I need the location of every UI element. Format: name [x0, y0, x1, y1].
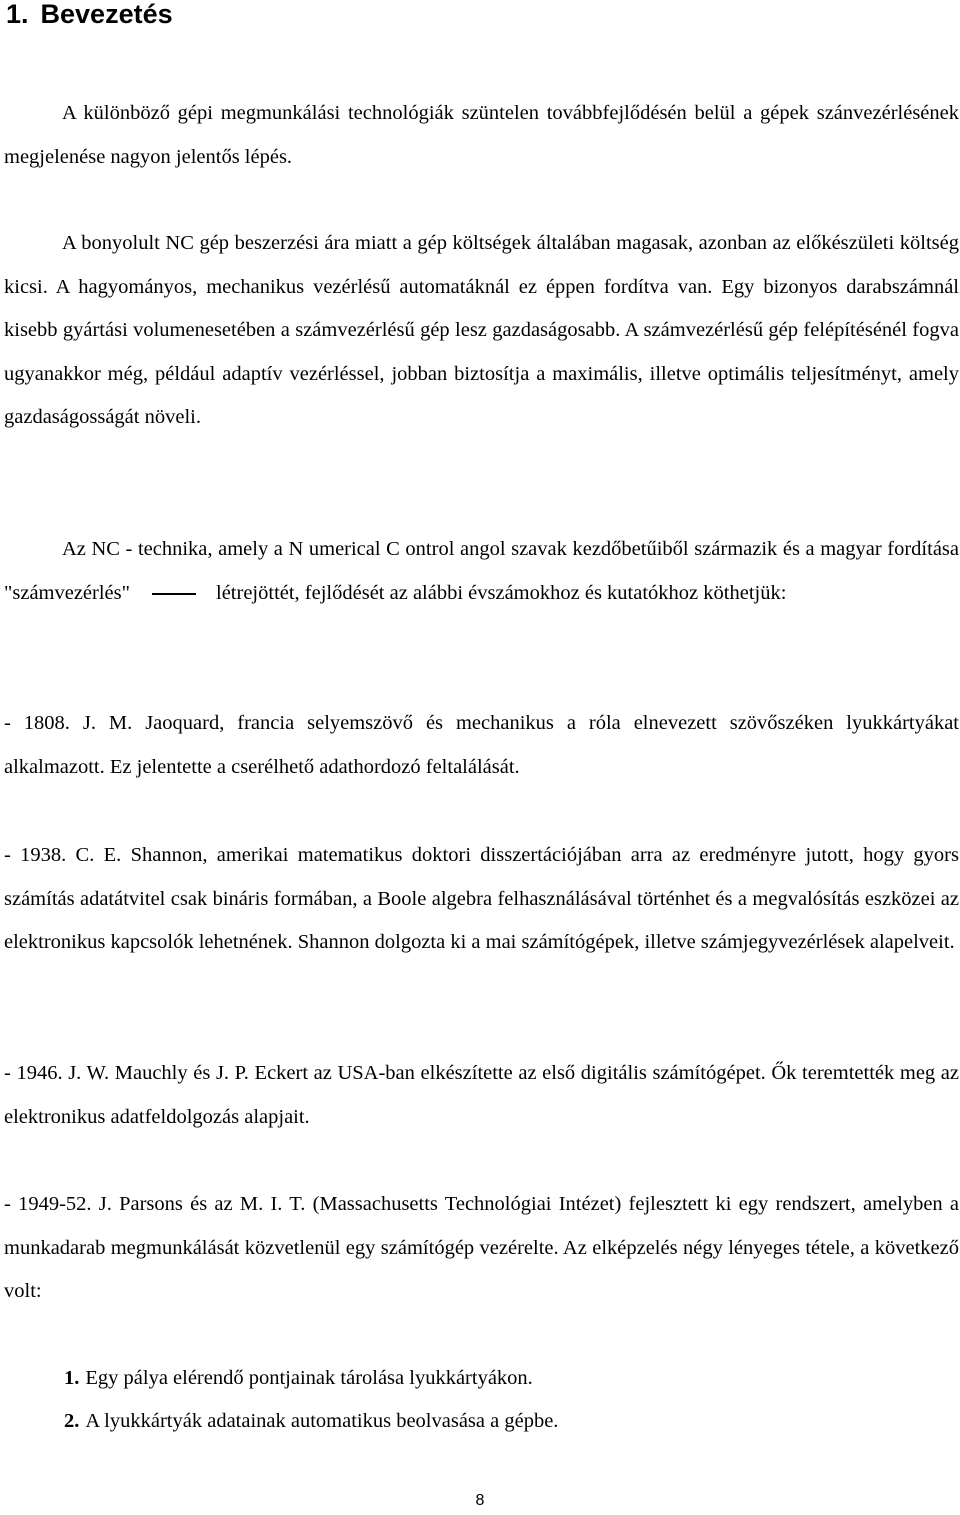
- paragraph-nc-technique-start: Az NC - technika, amely a N umerical C ontrol angol szavak kezdőbetűiből származik és a magyar fordítása "számvezérlés": [4, 538, 959, 604]
- em-dash-line: [152, 593, 196, 595]
- section-title: Bevezetés: [40, 0, 173, 29]
- list-item-number: 2.: [64, 1410, 80, 1432]
- paragraph-nc-cost: A bonyolult NC gép beszerzési ára miatt a gép költségek általában magasak, azonban az előkészületi költség kicsi. A hagyományos, mechanikus vezérlésű automatáknál ez éppen fordítva van. Egy bizonyos darabszámnál kisebb gyártási volumenesetében a számvezérlésű gép lesz gazdaságosabb. A számvezérlésű gép felépítésénél fogva ugyanakkor még, például adaptív vezérléssel, jobban biztosítja a maximális, illetve optimális teljesítményt, amely gazdaságosságát növeli.: [4, 232, 959, 428]
- history-item-1938: - 1938. C. E. Shannon, amerikai matematikus doktori disszertációjában arra az eredményre jutott, hogy gyors számítás adatátvitel csak bináris formában, a Boole algebra felhasználásával történhet és a megvalósítás eszközei az elektronikus kapcsolók lehetnének. Shannon dolgozta ki a mai számítógépek, illetve számjegyvezérlések alapelveit.: [4, 844, 959, 953]
- paragraph-intro: A különböző gépi megmunkálási technológiák szüntelen továbbfejlődésén belül a gépek szánvezérlésének megjelenése nagyon jelentős lépés.: [4, 102, 959, 168]
- list-item-number: 1.: [64, 1367, 80, 1389]
- page-number: 8: [475, 1492, 485, 1509]
- list-item: [64, 1400, 944, 1443]
- list-item-text: A lyukkártyák adatainak automatikus beolvasása a gépbe.: [85, 1410, 559, 1432]
- history-item-1808: - 1808. J. M. Jaoquard, francia selyemszövő és mechanikus a róla elnevezett szövőszéken lyukkártyákat alkalmazott. Ez jelentette a cserélhető adathordozó feltalálását.: [4, 712, 959, 778]
- numbered-list: [64, 1357, 944, 1443]
- list-item: [64, 1357, 944, 1400]
- section-heading: [6, 0, 173, 34]
- paragraph-nc-technique: [4, 528, 959, 615]
- history-item-1949: - 1949-52. J. Parsons és az M. I. T. (Massachusetts Technológiai Intézet) fejlesztett ki egy rendszert, amelyben a munkadarab megmunkálását közvetlenül egy számítógép vezérelte. Az elképzelés négy lényeges tétele, a következő volt:: [4, 1193, 959, 1302]
- history-item-1946: - 1946. J. W. Mauchly és J. P. Eckert az USA-ban elkészítette az első digitális számítógépet. Ők teremtették meg az elektronikus adatfeldolgozás alapjait.: [4, 1062, 959, 1128]
- paragraph-nc-technique-end: létrejöttét, fejlődését az alábbi évszámokhoz és kutatókhoz köthetjük:: [216, 581, 787, 604]
- list-item-text: Egy pálya elérendő pontjainak tárolása lyukkártyákon.: [85, 1367, 533, 1389]
- section-number: 1.: [6, 0, 29, 29]
